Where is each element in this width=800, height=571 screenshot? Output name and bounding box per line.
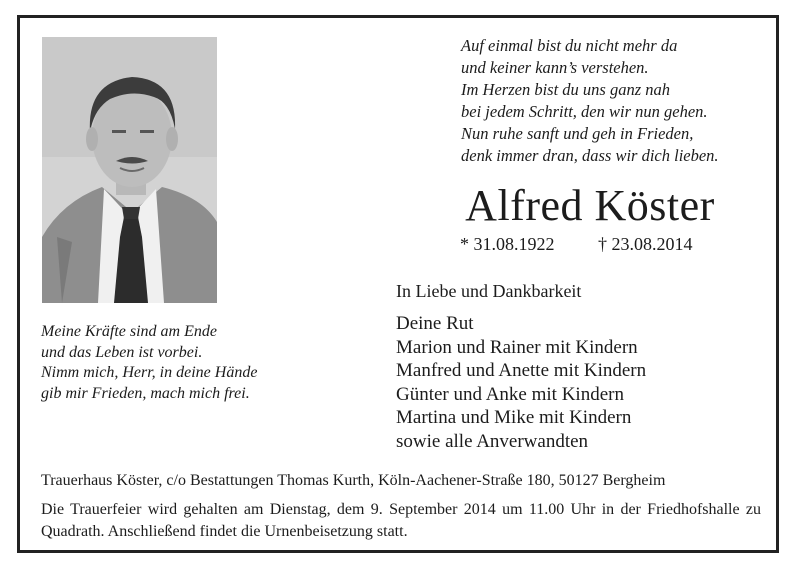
mourner-line: Martina und Mike mit Kindern xyxy=(396,407,632,428)
poem-top-line: Im Herzen bist du uns ganz nah xyxy=(461,80,670,99)
mourning-house-address: Trauerhaus Köster, c/o Bestattungen Thomas Kurth, Köln-Aachener-Straße 180, 50127 Bergheim xyxy=(41,472,666,489)
birth-date: * 31.08.1922 xyxy=(460,234,555,254)
poem-left-line: gib mir Frieden, mach mich frei. xyxy=(41,384,250,402)
obituary-card xyxy=(17,15,779,553)
poem-top-line: denk immer dran, dass wir dich lieben. xyxy=(461,146,719,165)
portrait-icon xyxy=(42,37,217,303)
poem-top-line: Auf einmal bist du nicht mehr da xyxy=(461,36,678,55)
mourner-line: Günter und Anke mit Kindern xyxy=(396,383,624,405)
portrait-photo xyxy=(42,37,217,303)
poem-left-line: Meine Kräfte sind am Ende xyxy=(41,323,217,340)
mourner-line: sowie alle Anverwandten xyxy=(396,430,589,452)
mourner-line: Deine Rut xyxy=(396,313,474,334)
death-date: † 23.08.2014 xyxy=(598,234,693,254)
dedication-text: In Liebe und Dankbarkeit xyxy=(396,281,582,301)
deceased-name: Alfred Köster xyxy=(465,181,715,230)
poem-left xyxy=(41,322,331,404)
poem-top xyxy=(461,35,781,167)
poem-left-line: Nimm mich, Herr, in deine Hände xyxy=(41,364,258,381)
mourner-line: Marion und Rainer mit Kindern xyxy=(396,336,638,358)
funeral-notice: Die Trauerfeier wird gehalten am Dienstag, dem 9. September 2014 um 11.00 Uhr in der Friedhofshalle zu Quadrath. Anschließend findet die Urnenbeisetzung statt. xyxy=(41,501,761,540)
poem-left-line: und das Leben ist vorbei. xyxy=(41,343,203,361)
poem-top-line: Nun ruhe sanft und geh in Frieden, xyxy=(461,124,694,143)
mourner-line: Manfred und Anette mit Kindern xyxy=(396,360,647,381)
poem-top-line: und keiner kann’s verstehen. xyxy=(461,58,649,77)
poem-top-line: bei jedem Schritt, den wir nun gehen. xyxy=(461,102,708,121)
mourners-list xyxy=(396,312,776,453)
